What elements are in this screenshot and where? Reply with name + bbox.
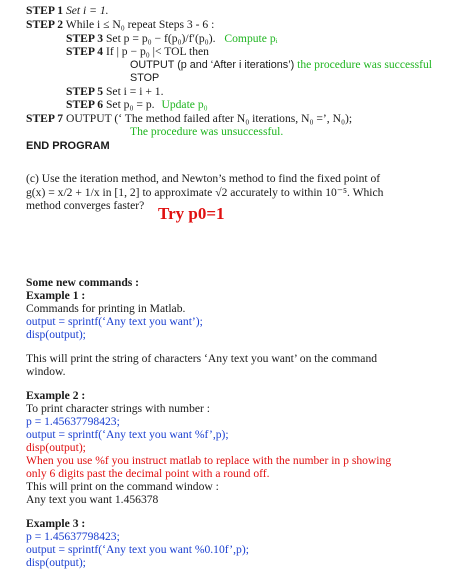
stop-text: STOP [130, 72, 160, 84]
example-2-heading: Example 2 : [26, 389, 86, 402]
step-4-output-comment: the procedure was successful [297, 58, 433, 71]
step-1 [26, 4, 109, 18]
step-4-output [130, 58, 432, 72]
step-7-text: OUTPUT (‘ The method failed after N₀ iterations, N₀ =’, N₀); [65, 112, 353, 125]
example-2-note: This will print on the command window : [26, 480, 219, 493]
step-2-label: STEP 2 [26, 18, 64, 31]
example-3-heading: Example 3 : [26, 517, 86, 530]
step-5 [66, 85, 164, 99]
step-6-label: STEP 6 [66, 98, 104, 111]
example-2-result: Any text you want 1.456378 [26, 493, 159, 506]
step-7-label: STEP 7 [26, 112, 64, 125]
step-6-text: Set p₀ = p. [105, 98, 155, 111]
step-7-comment-line [130, 125, 283, 139]
problem-line-3: method converges faster? [26, 199, 145, 212]
example-1-note-1: This will print the string of characters ‘Any text you want’ on the command [26, 352, 378, 365]
example-1-desc: Commands for printing in Matlab. [26, 302, 186, 315]
step-7-comment: The procedure was unsuccessful. [130, 125, 284, 138]
example-2-warning-1: When you use %f you instruct matlab to replace with the number in p showing [26, 454, 392, 467]
step-4-stop [130, 71, 159, 85]
problem-line-2: g(x) = x/2 + 1/x in [1, 2] to approximate √2 accurately to within 10⁻⁵. Which [26, 186, 384, 199]
commands-heading: Some new commands : [26, 276, 140, 289]
step-6-comment: Update p₀ [161, 98, 208, 111]
example-1-code-2: disp(output); [26, 328, 86, 341]
step-2-text: While i ≤ N₀ repeat Steps 3 - 6 : [65, 18, 215, 31]
example-1-heading: Example 1 : [26, 289, 86, 302]
step-4-label: STEP 4 [66, 45, 104, 58]
step-4-output-text: OUTPUT (p and ‘After i iterations’) [130, 59, 295, 71]
step-1-text: Set i = 1. [65, 4, 109, 17]
end-program [26, 139, 110, 153]
example-3-code-1: p = 1.45637798423; [26, 530, 120, 543]
step-5-label: STEP 5 [66, 85, 104, 98]
step-4 [66, 45, 209, 59]
step-3-label: STEP 3 [66, 32, 104, 45]
step-2 [26, 18, 214, 32]
end-program-text: END PROGRAM [26, 140, 110, 152]
step-3-text: Set p = p₀ − f(p₀)/f′(p₀). [105, 32, 216, 45]
step-3-comment: Compute pᵢ [224, 32, 278, 45]
example-1-code-1: output = sprintf(‘Any text you want’); [26, 315, 203, 328]
example-3-code-2: output = sprintf(‘Any text you want %0.10f’,p); [26, 543, 249, 556]
step-3 [66, 32, 278, 46]
try-annotation: Try p0=1 [158, 204, 225, 223]
example-1-note-2: window. [26, 365, 66, 378]
problem-line-1: (c) Use the iteration method, and Newton’s method to find the fixed point of [26, 172, 381, 185]
step-6 [66, 98, 208, 112]
example-3-code-3: disp(output); [26, 556, 86, 569]
step-1-label: STEP 1 [26, 4, 64, 17]
step-5-text: Set i = i + 1. [105, 85, 164, 98]
example-2-code-3: disp(output); [26, 441, 86, 454]
example-2-code-1: p = 1.45637798423; [26, 415, 120, 428]
example-2-code-2: output = sprintf(‘Any text you want %f’,p); [26, 428, 229, 441]
example-2-warning-2: only 6 digits past the decimal point with a round off. [26, 467, 270, 480]
example-2-desc: To print character strings with number : [26, 402, 210, 415]
step-7 [26, 112, 352, 126]
step-4-text: If | p − p₀ |< TOL then [105, 45, 209, 58]
